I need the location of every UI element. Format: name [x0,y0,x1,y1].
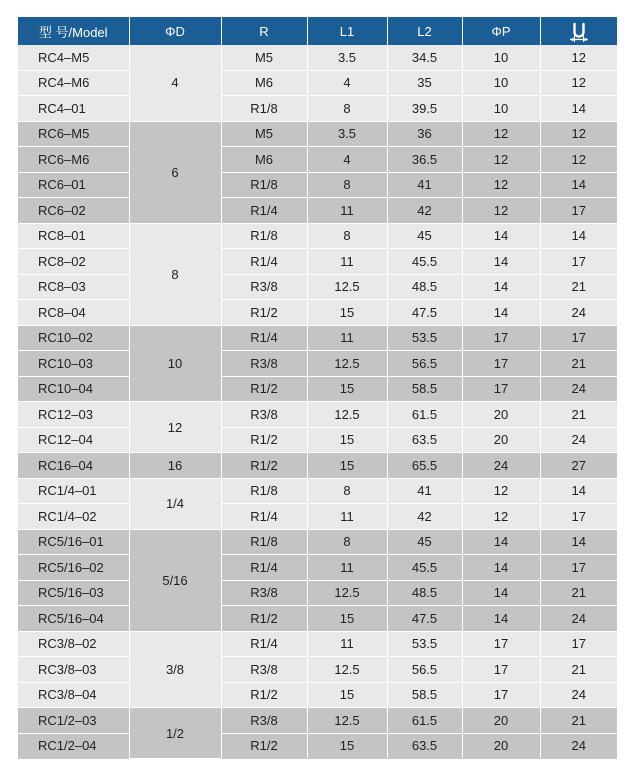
cell-p: 20 [462,708,540,734]
table-row [18,325,617,351]
cell-thread: R1/2 [221,427,307,453]
cell-thread: M6 [221,70,307,96]
cell-wrench-size: 24 [540,733,617,759]
cell-wrench-size: 14 [540,529,617,555]
table-row [18,682,617,708]
header-p: ΦP [462,17,540,45]
cell-l2: 61.5 [387,708,462,734]
cell-p: 14 [462,300,540,326]
cell-l2: 36 [387,121,462,147]
table-row [18,147,617,173]
cell-l2: 47.5 [387,606,462,632]
cell-wrench-size: 24 [540,300,617,326]
cell-wrench-size: 12 [540,121,617,147]
cell-model: RC3/8–04 [18,682,129,708]
cell-wrench-size: 14 [540,172,617,198]
cell-model: RC1/2–03 [18,708,129,734]
cell-thread: R1/2 [221,300,307,326]
cell-l1: 8 [307,96,387,122]
table-row [18,45,617,70]
cell-wrench-size: 24 [540,376,617,402]
cell-l1: 15 [307,682,387,708]
cell-thread: R1/4 [221,198,307,224]
header-row [18,17,617,45]
header-l1: L1 [307,17,387,45]
table-row [18,351,617,377]
cell-thread: M5 [221,45,307,70]
header-l2: L2 [387,17,462,45]
table-row [18,249,617,275]
cell-l2: 42 [387,198,462,224]
cell-thread: R1/2 [221,376,307,402]
cell-thread: R3/8 [221,274,307,300]
cell-wrench-size: 12 [540,45,617,70]
cell-diameter: 10 [129,325,221,402]
cell-l2: 45 [387,223,462,249]
cell-wrench-size: 12 [540,147,617,173]
table-row [18,121,617,147]
cell-p: 17 [462,631,540,657]
cell-l2: 39.5 [387,96,462,122]
cell-l1: 15 [307,453,387,479]
cell-l1: 8 [307,529,387,555]
cell-thread: R3/8 [221,402,307,428]
cell-p: 17 [462,376,540,402]
cell-model: RC12–03 [18,402,129,428]
cell-model: RC3/8–02 [18,631,129,657]
cell-l2: 48.5 [387,274,462,300]
cell-wrench-size: 14 [540,223,617,249]
header-thread: R [221,17,307,45]
wrench-size-icon [566,19,592,43]
cell-l2: 48.5 [387,580,462,606]
cell-thread: M6 [221,147,307,173]
cell-model: RC10–04 [18,376,129,402]
table-row [18,708,617,734]
cell-thread: R1/8 [221,223,307,249]
cell-p: 12 [462,147,540,173]
cell-p: 14 [462,274,540,300]
cell-p: 14 [462,249,540,275]
cell-thread: R1/8 [221,529,307,555]
table-row [18,555,617,581]
cell-l1: 4 [307,147,387,173]
cell-l1: 11 [307,249,387,275]
table-row [18,580,617,606]
cell-wrench-size: 21 [540,657,617,683]
cell-p: 20 [462,733,540,759]
cell-diameter: 1/4 [129,478,221,529]
table-row [18,376,617,402]
cell-model: RC6–02 [18,198,129,224]
cell-p: 12 [462,198,540,224]
cell-p: 10 [462,70,540,96]
cell-model: RC4–01 [18,96,129,122]
cell-p: 17 [462,682,540,708]
cell-p: 14 [462,606,540,632]
cell-p: 20 [462,427,540,453]
cell-l1: 4 [307,70,387,96]
cell-thread: R1/2 [221,606,307,632]
cell-thread: R3/8 [221,580,307,606]
cell-p: 17 [462,657,540,683]
cell-l2: 45.5 [387,555,462,581]
cell-model: RC8–04 [18,300,129,326]
cell-p: 14 [462,555,540,581]
cell-wrench-size: 21 [540,402,617,428]
cell-diameter: 1/2 [129,708,221,759]
cell-p: 17 [462,351,540,377]
cell-thread: R1/4 [221,249,307,275]
cell-thread: R1/2 [221,733,307,759]
cell-model: RC8–02 [18,249,129,275]
table-row [18,657,617,683]
cell-model: RC4–M6 [18,70,129,96]
cell-model: RC8–03 [18,274,129,300]
table-row [18,274,617,300]
cell-thread: R1/4 [221,631,307,657]
cell-l1: 15 [307,606,387,632]
cell-p: 14 [462,580,540,606]
cell-l2: 41 [387,172,462,198]
table-row [18,529,617,555]
cell-l1: 15 [307,733,387,759]
cell-model: RC8–01 [18,223,129,249]
table-row [18,631,617,657]
cell-model: RC5/16–01 [18,529,129,555]
header-diameter: ΦD [129,17,221,45]
cell-thread: R1/4 [221,504,307,530]
cell-l2: 36.5 [387,147,462,173]
cell-p: 12 [462,121,540,147]
cell-l2: 42 [387,504,462,530]
table-row [18,453,617,479]
cell-p: 12 [462,172,540,198]
cell-l1: 15 [307,427,387,453]
cell-wrench-size: 17 [540,249,617,275]
table-row [18,427,617,453]
cell-l1: 3.5 [307,121,387,147]
cell-l2: 65.5 [387,453,462,479]
table-row [18,402,617,428]
table-row [18,504,617,530]
cell-l2: 47.5 [387,300,462,326]
cell-p: 12 [462,478,540,504]
cell-wrench-size: 17 [540,631,617,657]
cell-model: RC5/16–02 [18,555,129,581]
cell-l2: 58.5 [387,376,462,402]
cell-diameter: 3/8 [129,631,221,708]
cell-wrench-size: 24 [540,606,617,632]
cell-wrench-size: 21 [540,274,617,300]
cell-l1: 11 [307,504,387,530]
cell-l2: 56.5 [387,657,462,683]
cell-p: 20 [462,402,540,428]
cell-p: 14 [462,223,540,249]
table-row [18,478,617,504]
cell-p: 10 [462,96,540,122]
cell-model: RC12–04 [18,427,129,453]
cell-wrench-size: 21 [540,580,617,606]
cell-l1: 12.5 [307,657,387,683]
table-row [18,198,617,224]
cell-l1: 8 [307,478,387,504]
table-row [18,606,617,632]
cell-model: RC16–04 [18,453,129,479]
cell-l2: 61.5 [387,402,462,428]
cell-thread: R1/4 [221,555,307,581]
cell-thread: R1/8 [221,96,307,122]
cell-wrench-size: 21 [540,351,617,377]
spec-table [18,17,617,759]
cell-model: RC3/8–03 [18,657,129,683]
table-row [18,172,617,198]
cell-model: RC10–02 [18,325,129,351]
cell-diameter: 5/16 [129,529,221,631]
cell-diameter: 12 [129,402,221,453]
cell-wrench-size: 24 [540,427,617,453]
table-row [18,733,617,759]
cell-l2: 58.5 [387,682,462,708]
cell-thread: R3/8 [221,708,307,734]
cell-model: RC4–M5 [18,45,129,70]
cell-l1: 11 [307,631,387,657]
cell-l2: 53.5 [387,631,462,657]
table-row [18,300,617,326]
cell-diameter: 4 [129,45,221,121]
cell-l2: 41 [387,478,462,504]
cell-thread: R1/8 [221,478,307,504]
cell-l1: 12.5 [307,580,387,606]
cell-l1: 12.5 [307,351,387,377]
cell-thread: R3/8 [221,657,307,683]
cell-l1: 12.5 [307,274,387,300]
table-row [18,96,617,122]
cell-model: RC1/4–02 [18,504,129,530]
cell-l1: 8 [307,223,387,249]
cell-p: 17 [462,325,540,351]
cell-l2: 56.5 [387,351,462,377]
cell-p: 14 [462,529,540,555]
cell-p: 12 [462,504,540,530]
cell-model: RC6–M5 [18,121,129,147]
cell-thread: R1/2 [221,453,307,479]
table-row [18,70,617,96]
cell-diameter: 8 [129,223,221,325]
header-wrench [540,17,617,45]
cell-thread: R1/8 [221,172,307,198]
cell-l1: 8 [307,172,387,198]
cell-model: RC1/4–01 [18,478,129,504]
cell-l2: 63.5 [387,427,462,453]
cell-model: RC10–03 [18,351,129,377]
cell-l2: 35 [387,70,462,96]
cell-l1: 11 [307,555,387,581]
cell-model: RC6–M6 [18,147,129,173]
cell-diameter: 6 [129,121,221,223]
cell-l1: 11 [307,325,387,351]
cell-model: RC6–01 [18,172,129,198]
cell-wrench-size: 17 [540,504,617,530]
cell-model: RC1/2–04 [18,733,129,759]
table-row [18,223,617,249]
cell-l1: 15 [307,300,387,326]
cell-wrench-size: 21 [540,708,617,734]
cell-wrench-size: 14 [540,478,617,504]
cell-l2: 45 [387,529,462,555]
cell-thread: R1/4 [221,325,307,351]
cell-l1: 15 [307,376,387,402]
cell-wrench-size: 17 [540,555,617,581]
cell-wrench-size: 17 [540,198,617,224]
cell-l2: 63.5 [387,733,462,759]
cell-model: RC5/16–04 [18,606,129,632]
cell-thread: M5 [221,121,307,147]
cell-diameter: 16 [129,453,221,479]
cell-wrench-size: 17 [540,325,617,351]
cell-wrench-size: 27 [540,453,617,479]
cell-p: 10 [462,45,540,70]
cell-p: 24 [462,453,540,479]
spec-table-body [18,45,617,759]
cell-l1: 11 [307,198,387,224]
cell-thread: R1/2 [221,682,307,708]
cell-model: RC5/16–03 [18,580,129,606]
cell-l1: 12.5 [307,708,387,734]
cell-l2: 34.5 [387,45,462,70]
cell-thread: R3/8 [221,351,307,377]
cell-l1: 3.5 [307,45,387,70]
cell-wrench-size: 12 [540,70,617,96]
cell-wrench-size: 14 [540,96,617,122]
cell-l2: 45.5 [387,249,462,275]
header-model: 型 号/Model [18,17,129,45]
cell-l1: 12.5 [307,402,387,428]
cell-l2: 53.5 [387,325,462,351]
cell-wrench-size: 24 [540,682,617,708]
